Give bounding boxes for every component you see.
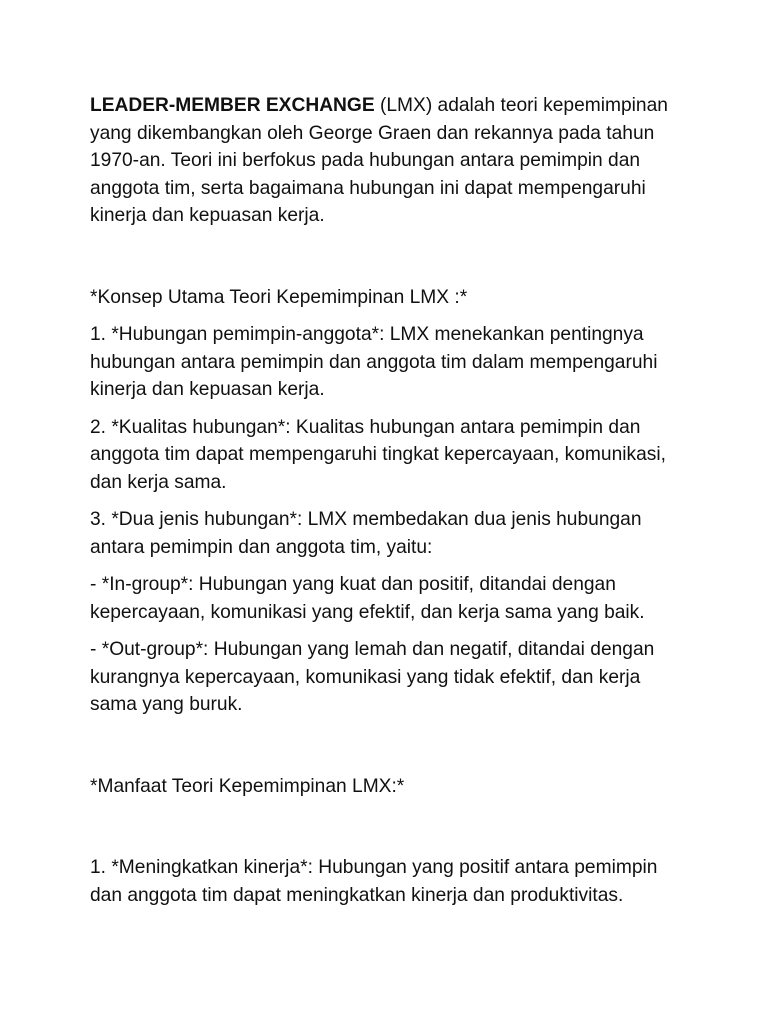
section-heading-konsep: *Konsep Utama Teori Kepemimpinan LMX :*: [90, 286, 468, 308]
intro-text: (LMX) adalah teori kepemimpinan yang dikembangkan oleh George Graen dan rekannya pada tahun 1970-an. Teori ini berfokus pada hubungan antara pemimpin dan anggota tim, serta bagaimana hubungan ini dapat mempengaruhi kinerja dan kepuasan kerja.: [90, 95, 668, 226]
intro-term: LEADER-MEMBER EXCHANGE: [90, 95, 375, 116]
list-item: 3. *Dua jenis hubungan*: LMX membedakan dua jenis hubungan antara pemimpin dan anggota tim, yaitu:: [90, 509, 642, 558]
list-item: 1. *Meningkatkan kinerja*: Hubungan yang positif antara pemimpin dan anggota tim dapat meningkatkan kinerja dan produktivitas.: [90, 857, 658, 906]
document-page: [90, 92, 690, 919]
intro-paragraph: [90, 92, 690, 230]
list-item: - *Out-group*: Hubungan yang lemah dan negatif, ditandai dengan kurangnya kepercayaan, komunikasi yang tidak efektif, dan kerja sama yang buruk.: [90, 639, 655, 715]
list-item: 2. *Kualitas hubungan*: Kualitas hubungan antara pemimpin dan anggota tim dapat mempengaruhi tingkat kepercayaan, komunikasi, dan kerja sama.: [90, 416, 666, 493]
section-heading-manfaat: *Manfaat Teori Kepemimpinan LMX:*: [90, 775, 405, 797]
list-item: 1. *Hubungan pemimpin-anggota*: LMX menekankan pentingnya hubungan antara pemimpin dan anggota tim dalam mempengaruhi kinerja dan kepuasan kerja.: [90, 324, 658, 400]
list-item: - *In-group*: Hubungan yang kuat dan positif, ditandai dengan kepercayaan, komunikasi yang efektif, dan kerja sama yang baik.: [90, 574, 645, 623]
